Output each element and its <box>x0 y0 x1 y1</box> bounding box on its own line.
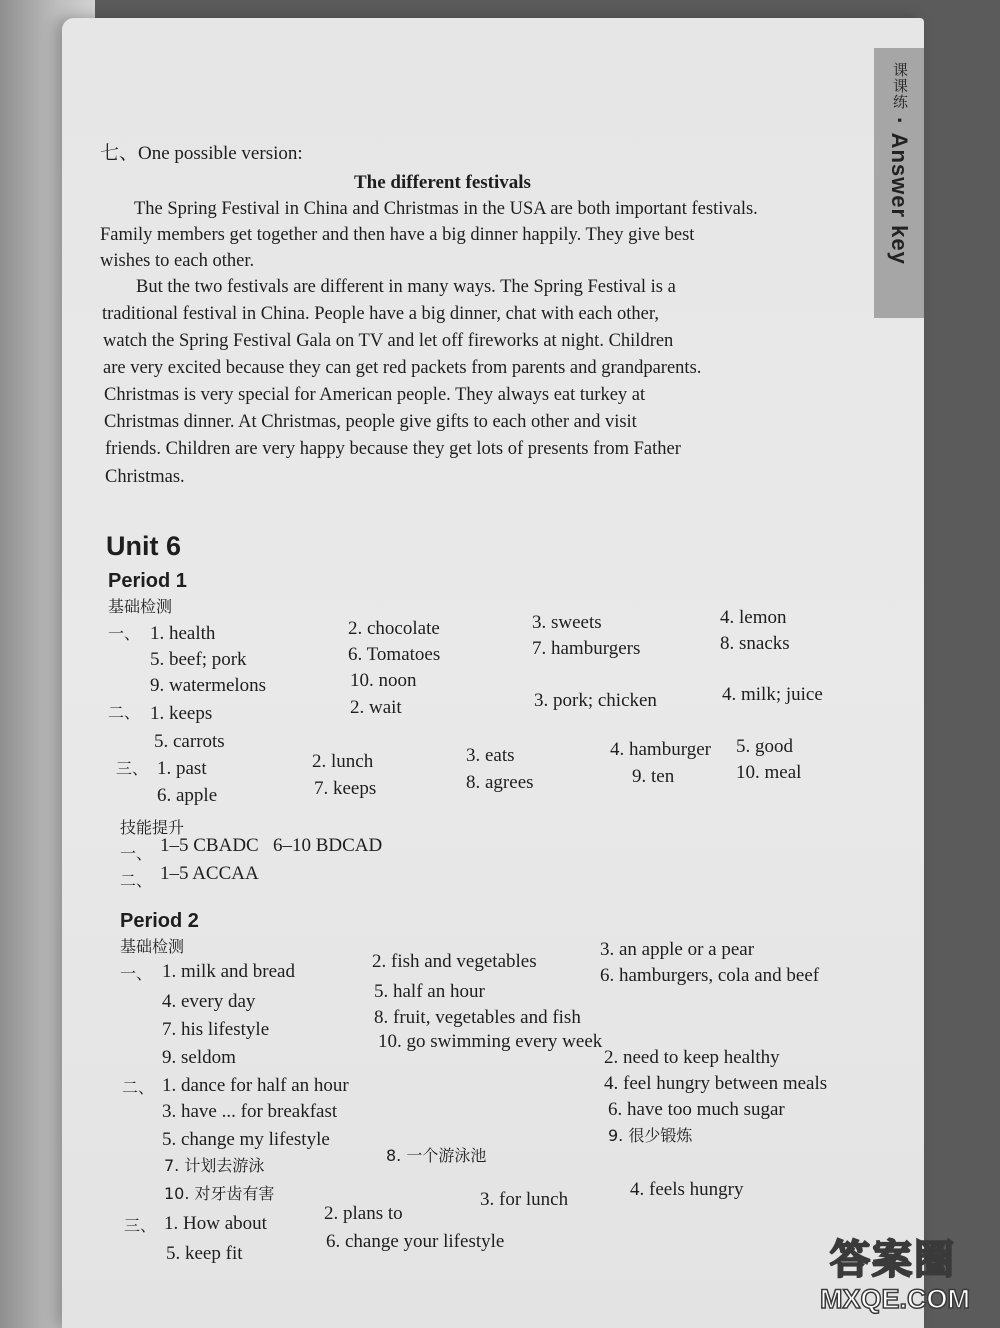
p1-s1-answer: 7. hamburgers <box>532 638 641 659</box>
p1-s2-answer: 3. pork; chicken <box>534 690 657 711</box>
essay-line: are very excited because they can get red packets from parents and grandparents. <box>103 358 702 378</box>
watermark-url: MXQE.COM <box>820 1284 971 1314</box>
p1-s3-answer: 6. apple <box>157 785 218 806</box>
p1-k1-answer: 1–5 CBADC 6–10 BDCAD <box>160 835 383 856</box>
p2-s1-answer: 9. seldom <box>162 1047 236 1068</box>
essay-line: The Spring Festival in China and Christmas in the USA are both important festivals. <box>134 199 758 219</box>
section7-label: 七、One possible version: <box>100 143 303 164</box>
p2-s3-answer: 2. plans to <box>324 1203 403 1224</box>
p1-s2-answer: 1. keeps <box>150 703 213 724</box>
side-tab-separator: · <box>887 110 912 133</box>
p2-s2-answer: 8. 一个游泳池 <box>386 1146 487 1165</box>
side-tab-chinese: 课课练 <box>891 62 908 110</box>
p2-s1-answer: 3. an apple or a pear <box>600 939 755 960</box>
unit-heading: Unit 6 <box>106 531 182 561</box>
p1-s3-answer: 1. past <box>157 758 207 779</box>
p2-s1-answer: 10. go swimming every week <box>378 1031 603 1052</box>
answer-key-side-tab <box>874 48 924 318</box>
p2-s2-answer: 4. feel hungry between meals <box>604 1073 828 1094</box>
essay-line: watch the Spring Festival Gala on TV and let off fireworks at night. Children <box>103 331 674 351</box>
essay-line: Family members get together and then have a big dinner happily. They give best <box>100 225 695 245</box>
p1-s1-answer: 2. chocolate <box>348 618 440 639</box>
essay-title: The different festivals <box>354 172 531 193</box>
p1-s3-answer: 5. good <box>736 736 793 757</box>
p1-s3-label: 三、 <box>116 759 149 778</box>
essay-line: Christmas is very special for American people. They always eat turkey at <box>104 385 646 405</box>
p1-s2-label: 二、 <box>108 703 141 722</box>
p2-s2-answer: 3. have ... for breakfast <box>162 1101 338 1122</box>
p1-s3-answer: 4. hamburger <box>610 739 711 760</box>
p2-s3-answer: 5. keep fit <box>166 1243 243 1264</box>
essay-line: But the two festivals are different in many ways. The Spring Festival is a <box>136 277 676 297</box>
p1-s3-answer: 8. agrees <box>466 772 534 793</box>
essay-line: wishes to each other. <box>100 251 255 271</box>
p1-s3-answer: 3. eats <box>466 745 515 766</box>
p1-s3-answer: 7. keeps <box>314 778 377 799</box>
essay-line: traditional festival in China. People have a big dinner, chat with each other, <box>102 304 659 324</box>
p1-s1-answer: 5. beef; pork <box>150 649 247 670</box>
period1-skill-label: 技能提升 <box>120 818 185 837</box>
essay-line: Christmas dinner. At Christmas, people give gifts to each other and visit <box>104 412 637 432</box>
p1-s1-answer: 3. sweets <box>532 612 602 633</box>
p1-s1-answer: 10. noon <box>350 670 417 691</box>
p2-s2-label: 二、 <box>122 1078 155 1097</box>
side-tab-label <box>886 62 912 265</box>
side-tab-english: Answer key <box>887 132 912 265</box>
period1-heading: Period 1 <box>108 570 187 592</box>
p1-s2-answer: 4. milk; juice <box>722 684 823 705</box>
p1-s1-answer: 9. watermelons <box>150 675 267 696</box>
p2-s1-answer: 6. hamburgers, cola and beef <box>600 965 820 986</box>
p2-s1-answer: 2. fish and vegetables <box>372 951 537 972</box>
p1-s3-answer: 2. lunch <box>312 751 374 772</box>
p2-s2-answer: 2. need to keep healthy <box>604 1047 780 1068</box>
essay-line: friends. Children are very happy because they get lots of presents from Father <box>105 439 681 459</box>
p2-s1-answer: 4. every day <box>162 991 256 1012</box>
p1-s2-answer: 2. wait <box>350 697 402 718</box>
period1-basic-label: 基础检测 <box>108 597 173 616</box>
p2-s1-answer: 5. half an hour <box>374 981 485 1002</box>
p2-s2-answer: 7. 计划去游泳 <box>164 1156 265 1175</box>
site-watermark <box>818 1226 996 1324</box>
p2-s3-answer: 6. change your lifestyle <box>326 1231 505 1252</box>
p1-k2-answer: 1–5 ACCAA <box>160 863 259 884</box>
p2-s1-answer: 1. milk and bread <box>162 961 295 982</box>
p1-s2-answer: 5. carrots <box>154 731 225 752</box>
answer-key-page <box>62 18 924 1328</box>
p1-s3-answer: 10. meal <box>736 762 802 783</box>
p2-s3-label: 三、 <box>124 1216 157 1235</box>
p2-s2-answer: 9. 很少锻炼 <box>608 1126 693 1145</box>
p1-s1-label: 一、 <box>108 624 141 643</box>
p2-s1-answer: 7. his lifestyle <box>162 1019 270 1040</box>
p1-s1-answer: 1. health <box>150 623 216 644</box>
p2-s2-answer: 6. have too much sugar <box>608 1099 785 1120</box>
p1-s3-answer: 9. ten <box>632 766 675 787</box>
p1-s1-answer: 6. Tomatoes <box>348 644 441 665</box>
p2-s3-answer: 3. for lunch <box>480 1189 569 1210</box>
watermark-logo-text: 答案圈 <box>830 1237 956 1283</box>
p2-s3-answer: 1. How about <box>164 1213 267 1234</box>
p1-k1-label: 一、 <box>120 844 153 863</box>
p2-s3-answer: 4. feels hungry <box>630 1179 744 1200</box>
p2-s2-answer: 10. 对牙齿有害 <box>164 1184 275 1203</box>
p2-s1-answer: 8. fruit, vegetables and fish <box>374 1007 581 1028</box>
p2-s2-answer: 1. dance for half an hour <box>162 1075 349 1096</box>
p1-k2-label: 二、 <box>120 871 153 890</box>
essay-line: Christmas. <box>105 467 185 487</box>
period2-heading: Period 2 <box>120 910 199 932</box>
p2-s2-answer: 5. change my lifestyle <box>162 1129 330 1150</box>
p2-s1-label: 一、 <box>120 964 153 983</box>
p1-s1-answer: 8. snacks <box>720 633 790 654</box>
p1-s1-answer: 4. lemon <box>720 607 787 628</box>
period2-basic-label: 基础检测 <box>120 937 185 956</box>
